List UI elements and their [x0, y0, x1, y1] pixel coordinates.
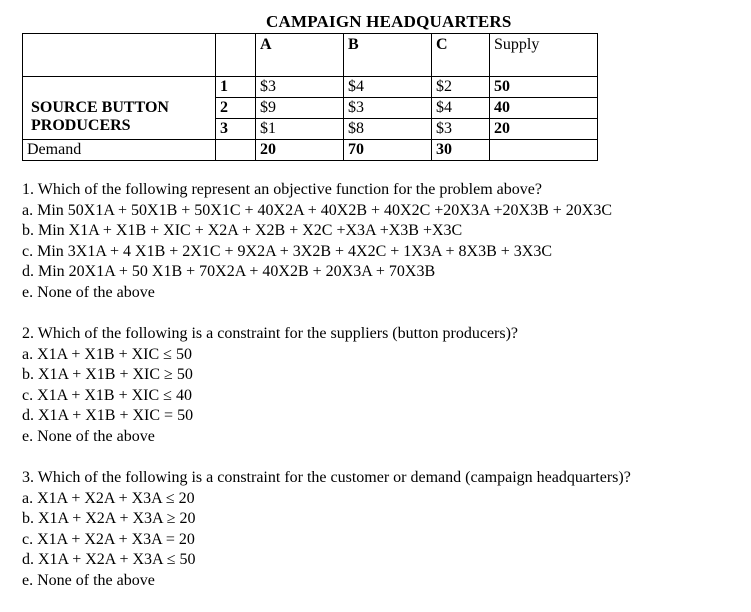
supply-cell: 50 [490, 77, 598, 98]
answer-option: a. Min 50X1A + 50X1B + 50X1C + 40X2A + 40X2B + 40X2C +20X3A +20X3B + 20X3C [22, 201, 612, 219]
transportation-table [22, 33, 598, 161]
question-1 [22, 180, 742, 303]
cost-cell: $3 [432, 119, 490, 140]
header-col-a: A [256, 34, 344, 77]
row-id: 2 [216, 98, 256, 119]
cost-cell: $4 [432, 98, 490, 119]
demand-row [23, 140, 598, 161]
row-id: 1 [216, 77, 256, 98]
table-header-row [23, 34, 598, 77]
table-title: CAMPAIGN HEADQUARTERS [266, 12, 512, 31]
cost-cell: $3 [344, 98, 432, 119]
question-list [22, 180, 742, 612]
cost-cell: $9 [256, 98, 344, 119]
source-label [23, 77, 216, 140]
answer-option: d. X1A + X2A + X3A ≤ 50 [22, 551, 196, 568]
answer-option: c. X1A + X1B + XIC ≤ 40 [22, 386, 192, 404]
supply-cell: 20 [490, 119, 598, 140]
answer-option: b. X1A + X1B + XIC ≥ 50 [22, 366, 193, 383]
supply-cell: 40 [490, 98, 598, 119]
question-3 [22, 468, 742, 591]
demand-empty-cell [490, 140, 598, 161]
answer-option: b. Min X1A + X1B + XIC + X2A + X2B + X2C +X3A +X3B +X3C [22, 222, 463, 239]
header-source-id-cell [216, 34, 256, 77]
question-prompt: 2. Which of the following is a constraint for the suppliers (button producers)? [22, 325, 519, 342]
source-label-line-2: PRODUCERS [31, 117, 131, 134]
demand-cell: 70 [344, 140, 432, 161]
demand-label: Demand [23, 140, 216, 161]
cost-cell: $4 [344, 77, 432, 98]
answer-option: c. X1A + X2A + X3A = 20 [22, 530, 195, 548]
cost-cell: $3 [256, 77, 344, 98]
question-prompt: 1. Which of the following represent an objective function for the problem above? [22, 181, 542, 198]
cost-cell: $2 [432, 77, 490, 98]
demand-cell: 30 [432, 140, 490, 161]
header-col-c: C [432, 34, 490, 77]
answer-option: d. Min 20X1A + 50 X1B + 70X2A + 40X2B + 20X3A + 70X3B [22, 263, 436, 280]
header-col-b: B [344, 34, 432, 77]
answer-option: a. X1A + X2A + X3A ≤ 20 [22, 489, 195, 507]
row-id: 3 [216, 119, 256, 140]
source-label-line-1: SOURCE BUTTON [31, 99, 169, 116]
answer-option: a. X1A + X1B + XIC ≤ 50 [22, 345, 192, 363]
header-col-supply: Supply [490, 34, 598, 77]
demand-empty-cell [216, 140, 256, 161]
answer-option: b. X1A + X2A + X3A ≥ 20 [22, 510, 196, 527]
answer-option: e. None of the above [22, 427, 155, 445]
question-2 [22, 324, 742, 447]
cost-cell: $1 [256, 119, 344, 140]
answer-option: e. None of the above [22, 571, 155, 589]
cost-cell: $8 [344, 119, 432, 140]
answer-option: d. X1A + X1B + XIC = 50 [22, 407, 194, 424]
answer-option: e. None of the above [22, 283, 155, 301]
table-row-1 [23, 77, 598, 98]
answer-option: c. Min 3X1A + 4 X1B + 2X1C + 9X2A + 3X2B + 4X2C + 1X3A + 8X3B + 3X3C [22, 242, 552, 260]
header-corner-cell [23, 34, 216, 77]
question-prompt: 3. Which of the following is a constraint for the customer or demand (campaign headquarters)? [22, 469, 631, 486]
demand-cell: 20 [256, 140, 344, 161]
